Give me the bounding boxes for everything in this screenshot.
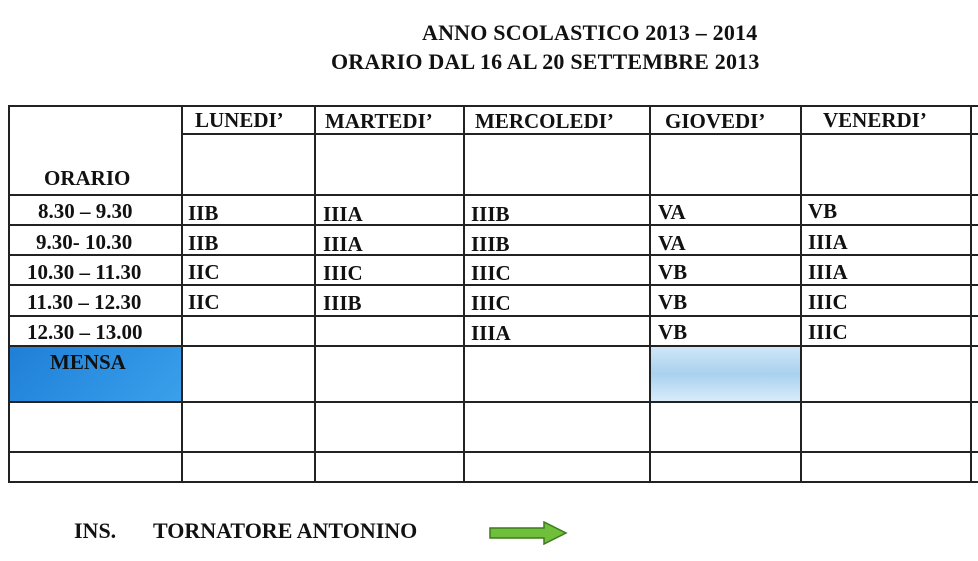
schedule-table [8,105,978,483]
class-cell: IIB [188,231,219,255]
class-cell: IIIB [471,232,510,256]
thursday-mensa-highlight [651,347,800,401]
day-header-tuesday: MARTEDI’ [325,109,433,133]
class-cell: IIIA [323,202,363,226]
grid-line [8,194,978,196]
day-header-wednesday: MERCOLEDI’ [475,109,614,133]
class-cell: VA [658,200,686,224]
class-cell: VB [658,290,688,314]
class-cell: IIIC [471,261,511,285]
grid-line [8,451,978,453]
header-title-dates: ORARIO DAL 16 AL 20 SETTEMBRE 2013 [331,49,760,74]
right-arrow-icon [488,521,568,545]
time-slot: 10.30 – 11.30 [27,260,142,284]
grid-line [649,105,651,483]
grid-line [8,481,978,483]
day-header-friday: VENERDI’ [823,108,927,132]
grid-line [181,105,183,483]
grid-line [463,105,465,483]
day-header-thursday: GIOVEDI’ [665,109,766,133]
class-cell: IIC [188,290,220,314]
grid-line [8,401,978,403]
grid-line [8,345,978,347]
class-cell: IIIA [808,230,848,254]
class-cell: VA [658,231,686,255]
grid-line [8,105,10,483]
day-header-monday: LUNEDI’ [195,108,284,132]
class-cell: VB [658,320,688,344]
grid-line [8,105,978,107]
grid-line [8,315,978,317]
class-cell: IIC [188,260,220,284]
time-slot: 9.30- 10.30 [36,230,133,254]
class-cell: IIIA [471,321,511,345]
grid-line [314,105,316,483]
class-cell: IIIA [323,232,363,256]
class-cell: IIIC [323,261,363,285]
mensa-label: MENSA [50,350,126,374]
time-slot: 8.30 – 9.30 [38,199,133,223]
class-cell: IIIC [808,320,848,344]
header-title-year: ANNO SCOLASTICO 2013 – 2014 [422,20,758,45]
class-cell: IIIB [323,291,362,315]
time-column-header: ORARIO [44,166,131,190]
grid-line [970,105,972,483]
ins-label: INS. [74,518,117,543]
grid-line [800,105,802,483]
grid-line [181,133,978,135]
class-cell: IIB [188,201,219,225]
time-slot: 11.30 – 12.30 [27,290,142,314]
class-cell: IIIC [471,291,511,315]
teacher-name: TORNATORE ANTONINO [153,518,418,543]
time-slot: 12.30 – 13.00 [27,320,143,344]
class-cell: VB [658,260,688,284]
class-cell: IIIC [808,290,848,314]
class-cell: IIIA [808,260,848,284]
class-cell: VB [808,199,838,223]
class-cell: IIIB [471,202,510,226]
